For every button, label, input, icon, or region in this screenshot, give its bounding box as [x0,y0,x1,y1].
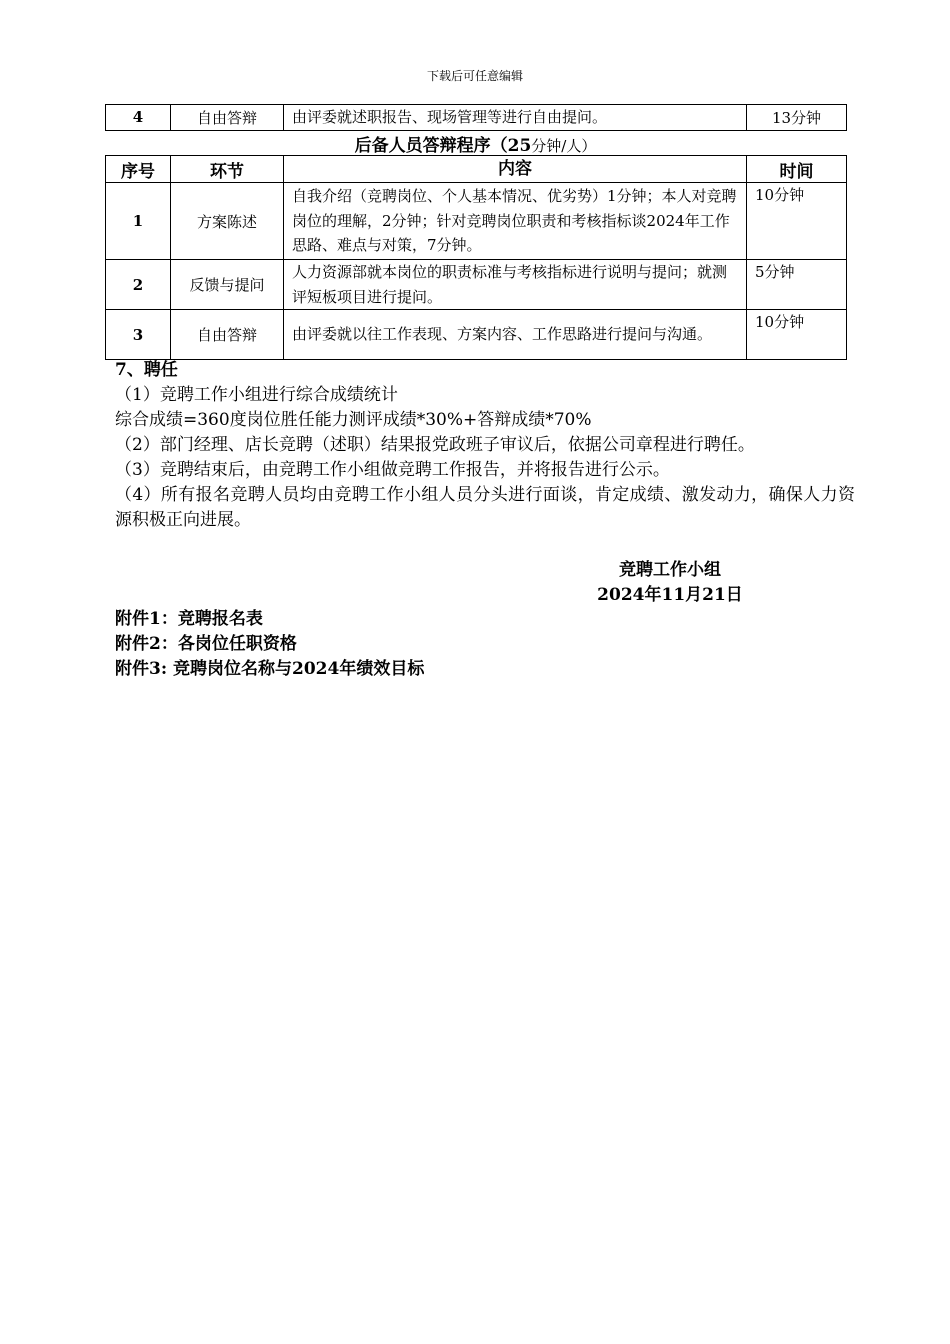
attachment-item: 附件2：各岗位任职资格 [115,634,297,654]
caption-normal: 分钟/人） [531,137,597,155]
table-header-row [106,156,847,183]
paragraph: （3）竞聘结束后，由竞聘工作小组做竞聘工作报告，并将报告进行公示。 [115,460,670,480]
header-time: 时间 [747,156,847,183]
cell-stage: 自由答辩 [171,310,284,360]
cell-time: 5分钟 [747,260,847,310]
signature-org: 竞聘工作小组 [619,560,721,580]
cell-no: 1 [106,183,171,260]
table-caption [105,131,846,156]
header-content: 内容 [284,156,747,183]
cell-no: 4 [106,105,171,131]
attachment-item: 附件1：竞聘报名表 [115,609,263,629]
table-row [106,260,847,310]
cell-content: 自我介绍（竞聘岗位、个人基本情况、优劣势）1分钟；本人对竞聘岗位的理解，2分钟；针对竞聘岗位职责和考核指标谈2024年工作思路、难点与对策，7分钟。 [284,183,747,260]
attachment-item: 附件3: 竞聘岗位名称与2024年绩效目标 [115,659,425,679]
paragraph: （1）竞聘工作小组进行综合成绩统计 [115,385,398,405]
cell-no: 3 [106,310,171,360]
header-note: 下载后可任意编辑 [426,69,523,83]
paragraph: （2）部门经理、店长竞聘（述职）结果报党政班子审议后，依据公司章程进行聘任。 [115,435,755,455]
paragraph: （4）所有报名竞聘人员均由竞聘工作小组人员分头进行面谈，肯定成绩、激发动力，确保人力资源积极正向进展。 [115,485,855,530]
table-reserve-defense [105,155,847,360]
cell-content: 由评委就述职报告、现场管理等进行自由提问。 [284,105,747,131]
table-defense-continued [105,104,847,131]
cell-time: 13分钟 [747,105,847,131]
signature-block [560,558,780,608]
table-row [106,105,847,131]
cell-stage: 方案陈述 [171,183,284,260]
section-title: 7、聘任 [115,360,178,380]
cell-stage: 自由答辩 [171,105,284,131]
table-row [106,310,847,360]
table-row [106,183,847,260]
header-no: 序号 [106,156,171,183]
section-body [115,358,855,533]
cell-content: 人力资源部就本岗位的职责标准与考核指标进行说明与提问；就测评短板项目进行提问。 [284,260,747,310]
attachments-list [115,607,855,682]
paragraph: 综合成绩=360度岗位胜任能力测评成绩*30%+答辩成绩*70% [115,410,592,430]
header-stage: 环节 [171,156,284,183]
cell-time: 10分钟 [747,183,847,260]
caption-bold: 后备人员答辩程序（25 [354,136,532,156]
cell-time: 10分钟 [747,310,847,360]
signature-date: 2024年11月21日 [597,585,743,605]
cell-no: 2 [106,260,171,310]
cell-stage: 反馈与提问 [171,260,284,310]
cell-content: 由评委就以往工作表现、方案内容、工作思路进行提问与沟通。 [284,310,747,360]
